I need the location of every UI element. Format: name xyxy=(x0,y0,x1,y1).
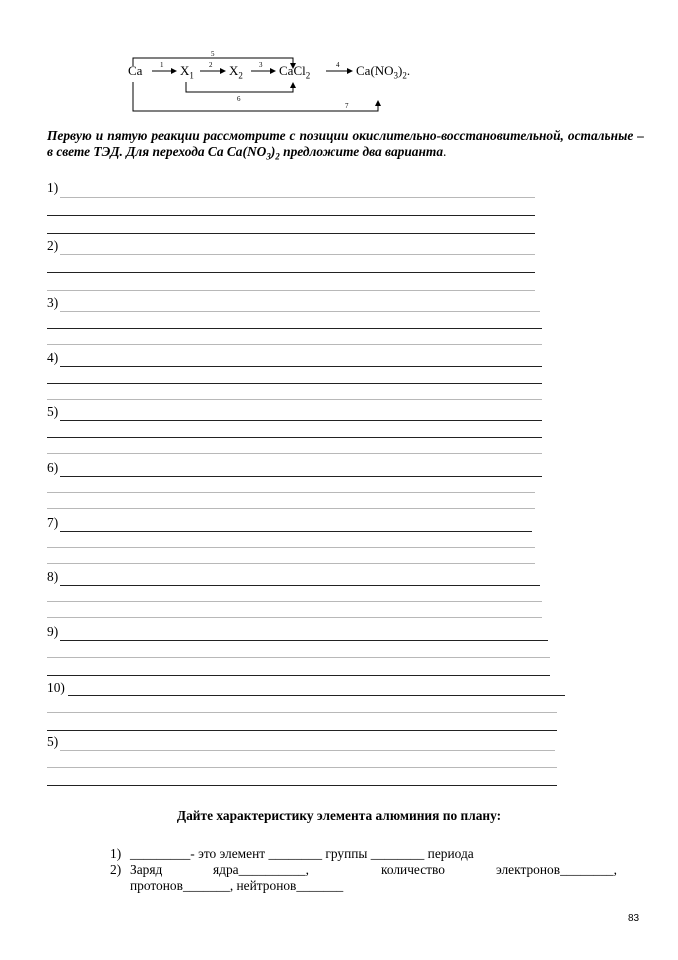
answer-label-6: 6) xyxy=(47,460,59,475)
plan-blank-electrons[interactable]: ________, xyxy=(560,862,617,877)
task-end: предложите два варианта xyxy=(279,144,444,159)
scheme-product-main: Ca(NO xyxy=(356,63,394,78)
answer-line[interactable] xyxy=(47,601,542,602)
plan-item-1 xyxy=(130,846,474,862)
plan-item-2-word-charge: Заряд xyxy=(130,862,163,877)
plan-item-1-text-c: периода xyxy=(424,846,474,861)
answer-line[interactable] xyxy=(60,197,535,198)
answer-line[interactable] xyxy=(47,215,535,216)
answer-line[interactable] xyxy=(47,730,557,731)
answer-label-8: 8) xyxy=(47,569,59,584)
answer-line[interactable] xyxy=(47,657,550,658)
answer-label-9: 9) xyxy=(47,624,59,639)
step-2-label: 2 xyxy=(209,61,213,69)
plan-item-2-electrons xyxy=(496,862,617,878)
scheme-cacl2 xyxy=(279,63,310,81)
step-4-label: 4 xyxy=(336,61,340,69)
scheme-product-end: . xyxy=(406,63,411,78)
reaction-scheme xyxy=(120,40,440,120)
plan-item-1-number: 1) xyxy=(110,846,122,861)
answer-label-5: 5) xyxy=(47,404,59,419)
plan-item-2-word-count: количество xyxy=(381,862,445,877)
plan-blank-charge[interactable]: __________, xyxy=(238,862,309,877)
answer-line[interactable] xyxy=(60,531,532,532)
answer-line[interactable] xyxy=(47,383,542,384)
answer-label-7: 7) xyxy=(47,515,59,530)
step-5-label: 5 xyxy=(211,50,215,58)
page-number: 83 xyxy=(628,913,640,924)
scheme-ca: Ca xyxy=(128,63,143,78)
answer-line[interactable] xyxy=(47,617,542,618)
task-period: . xyxy=(443,144,447,159)
plan-item-2-word-electrons: электронов xyxy=(496,862,561,877)
plan-blank-period[interactable]: ________ xyxy=(370,846,425,861)
step-1-label: 1 xyxy=(160,61,164,69)
answer-label-11: 5) xyxy=(47,734,59,749)
plan-heading: Дайте характеристику элемента алюминия по плану: xyxy=(176,808,502,823)
answer-line[interactable] xyxy=(47,272,535,273)
scheme-x2-symbol: X xyxy=(229,63,239,78)
answer-label-4: 4) xyxy=(47,350,59,365)
plan-item-2-word-neutrons: , нейтронов xyxy=(229,878,297,893)
scheme-x1-sub: 1 xyxy=(189,70,194,81)
answer-label-1: 1) xyxy=(47,180,59,195)
answer-line[interactable] xyxy=(47,563,535,564)
scheme-x2-sub: 2 xyxy=(238,70,243,81)
answer-label-2: 2) xyxy=(47,238,59,253)
scheme-cacl2-symbol: CaCl xyxy=(279,63,306,78)
scheme-product-mid: ) xyxy=(398,63,403,78)
answer-line[interactable] xyxy=(60,254,535,255)
answer-line[interactable] xyxy=(47,344,542,345)
answer-line[interactable] xyxy=(47,508,535,509)
answer-line[interactable] xyxy=(47,437,542,438)
scheme-x1 xyxy=(180,63,194,81)
step-6-label: 6 xyxy=(237,95,241,103)
plan-blank-neutrons[interactable]: _______ xyxy=(296,878,344,893)
answer-line[interactable] xyxy=(47,492,535,493)
plan-item-2-number: 2) xyxy=(110,862,122,877)
answer-line[interactable] xyxy=(68,695,565,696)
answer-line[interactable] xyxy=(60,476,542,477)
step-3-label: 3 xyxy=(259,61,263,69)
answer-line[interactable] xyxy=(60,750,555,751)
answer-label-10: 10) xyxy=(47,680,65,695)
plan-item-2-nucleus xyxy=(213,862,309,878)
plan-item-2-line2 xyxy=(130,878,343,894)
task-sub1: 3 xyxy=(266,151,271,162)
answer-line[interactable] xyxy=(60,420,542,421)
answer-line[interactable] xyxy=(60,366,542,367)
task-instruction xyxy=(47,128,644,165)
plan-item-1-text-b: группы xyxy=(322,846,371,861)
plan-blank-position[interactable]: _________ xyxy=(130,846,191,861)
answer-line[interactable] xyxy=(47,547,535,548)
answer-line[interactable] xyxy=(47,233,535,234)
answer-line[interactable] xyxy=(60,311,540,312)
answer-line[interactable] xyxy=(47,399,542,400)
scheme-cacl2-sub: 2 xyxy=(305,70,311,81)
scheme-product xyxy=(356,63,410,81)
answer-line[interactable] xyxy=(47,785,557,786)
answer-line[interactable] xyxy=(47,675,550,676)
task-mid: ) xyxy=(270,144,276,159)
scheme-product-sub1: 3 xyxy=(393,70,399,81)
plan-item-2-word-nucleus: ядра xyxy=(213,862,239,877)
scheme-x1-symbol: X xyxy=(180,63,190,78)
answer-line[interactable] xyxy=(60,640,548,641)
plan-blank-protons[interactable]: _______ xyxy=(182,878,230,893)
answer-line[interactable] xyxy=(47,453,542,454)
answer-line[interactable] xyxy=(47,290,535,291)
answer-label-3: 3) xyxy=(47,295,59,310)
answer-line[interactable] xyxy=(47,328,542,329)
step-7-label: 7 xyxy=(345,102,349,110)
plan-blank-group[interactable]: ________ xyxy=(268,846,323,861)
scheme-x2 xyxy=(229,63,243,81)
task-text: Первую и пятую реакции рассмотрите с позиции окислительно-восстановительной, остальные – в свете ТЭД. Для перехода Ca Ca(NO xyxy=(47,128,644,159)
plan-item-2-word-protons: протонов xyxy=(130,878,183,893)
answer-line[interactable] xyxy=(60,585,540,586)
plan-item-1-text-a: - это элемент xyxy=(190,846,269,861)
task-sub2: 2 xyxy=(275,151,280,162)
answer-line[interactable] xyxy=(47,767,557,768)
scheme-product-sub2: 2 xyxy=(402,70,407,81)
answer-line[interactable] xyxy=(47,712,557,713)
